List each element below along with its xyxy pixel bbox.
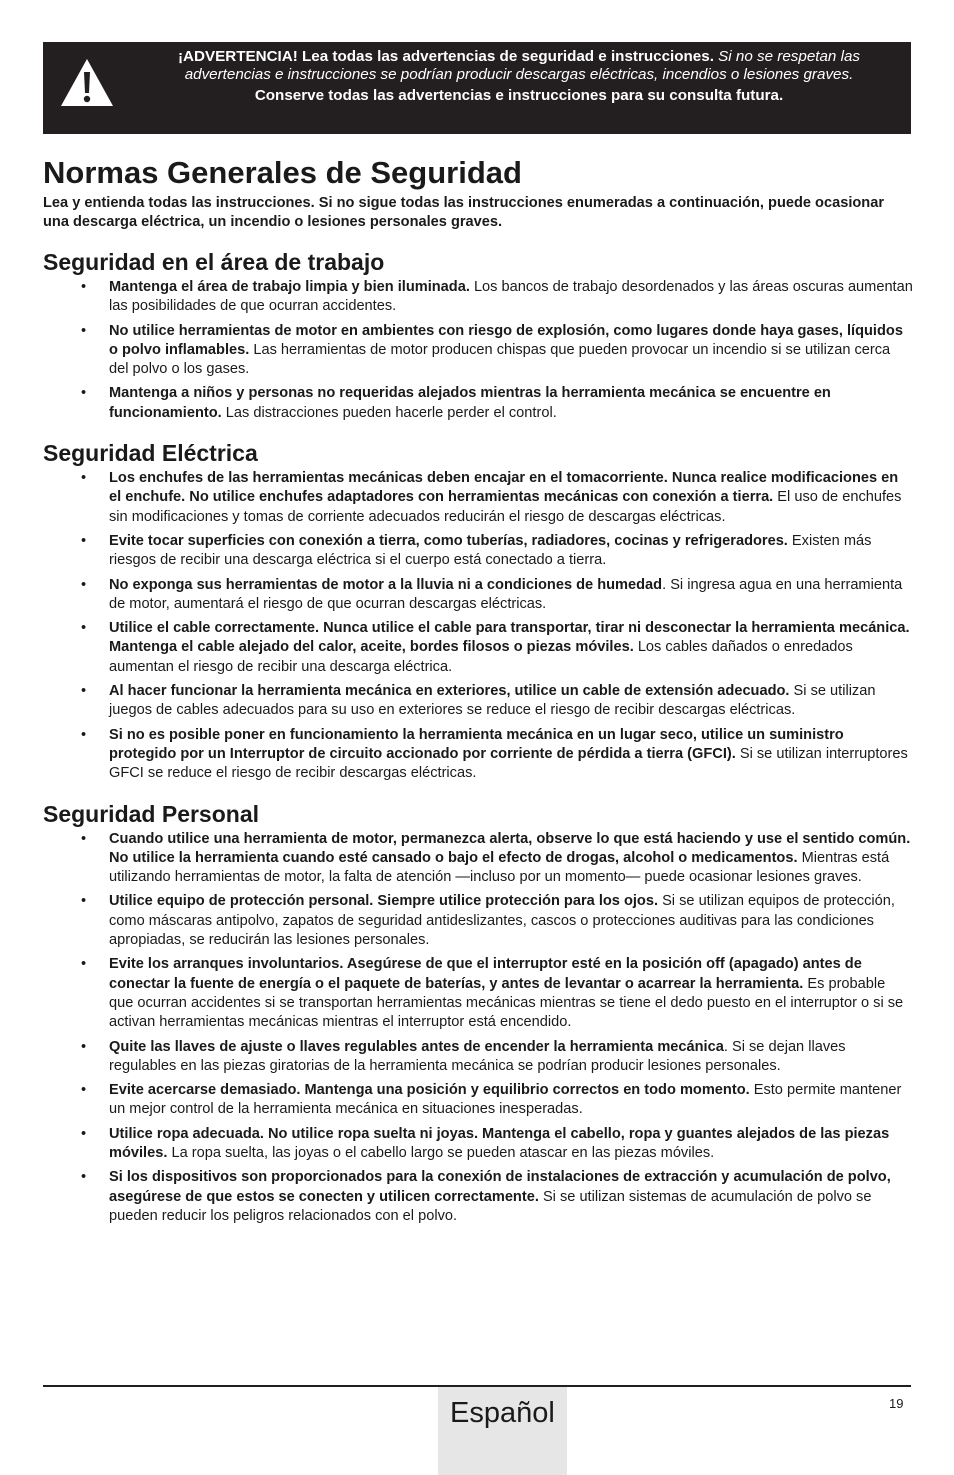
list-item: [43, 955, 913, 1032]
item-lead-text: Si los dispositivos son proporcionados para la conexión de instalaciones de extracción y acumulación de polvo, asegúrese de que estos se conecten y utilicen correctamente.: [109, 1169, 891, 1205]
page-title: Normas Generales de Seguridad: [43, 155, 522, 190]
bullet-marker: •: [81, 1038, 87, 1055]
bullet-marker: •: [81, 532, 87, 549]
item-body-text: Si se utilizan sistemas de acumulación de polvo se pueden reducir los peligros relacionados con el polvo.: [109, 1188, 872, 1224]
item-body-text: Si se utilizan equipos de protección, como máscaras antipolvo, zapatos de seguridad antideslizantes, cascos o protecciones auditivas para las condiciones apropiadas, se reducirán las lesiones personales.: [109, 893, 895, 949]
item-body-text: El uso de enchufes sin modificaciones y tomas de corriente adecuados reducirán el riesgo de descargas eléctricas.: [109, 489, 902, 525]
item-lead-text: Evite acercarse demasiado. Mantenga una posición y equilibrio correctos en todo momento.: [109, 1082, 750, 1099]
list-item: [43, 1125, 913, 1164]
item-lead-text: Si no es posible poner en funcionamiento la herramienta mecánica en un lugar seco, utilice un suministro protegido por un Interruptor de circuito accionado por corriente de pérdida a tierra (GFCI).: [109, 726, 844, 762]
list-item: [43, 726, 913, 784]
section-heading: Seguridad Personal: [43, 800, 260, 827]
list-item: [43, 1081, 913, 1120]
list-item: [43, 892, 913, 950]
item-lead-text: Al hacer funcionar la herramienta mecánica en exteriores, utilice un cable de extensión adecuado.: [109, 683, 790, 700]
warning-bold-text: ¡ADVERTENCIA! Lea todas las advertencias de seguridad e instrucciones.: [177, 48, 714, 65]
item-body-text: Es probable que ocurran accidentes si se transportan herramientas mecánicas mientras se tiene el dedo puesto en el interruptor o si se activan herramientas mecánicas mientras el interruptor está encendido.: [109, 975, 904, 1031]
item-lead-text: Evite tocar superficies con conexión a tierra, como tuberías, radiadores, cocinas y refrigeradores.: [109, 532, 788, 549]
warning-text: [143, 48, 895, 105]
exclamation-triangle-icon: [59, 57, 115, 109]
intro-paragraph: Lea y entienda todas las instrucciones. Si no sigue todas las instrucciones enumeradas a continuación, puede ocasionar una descarga eléctrica, un incendio o lesiones personales graves.: [43, 195, 885, 230]
item-body-text: Esto permite mantener un mejor control de la herramienta mecánica en situaciones inesperadas.: [109, 1082, 902, 1118]
warning-banner: [43, 42, 911, 134]
item-body-text: Si se utilizan interruptores GFCI se reduce el riesgo de recibir descargas eléctricas.: [109, 745, 908, 782]
item-lead-text: Utilice el cable correctamente. Nunca utilice el cable para transportar, tirar ni desconectar la herramienta mecánica. Mantenga el cable alejado del calor, aceite, bordes filosos o piezas móviles.: [109, 620, 910, 656]
list-item: [43, 1168, 913, 1226]
list-item: [43, 384, 913, 423]
item-body-text: Mientras está utilizando herramientas de motor, la falta de atención —incluso por un momento— puede ocasionar lesiones graves.: [109, 849, 890, 886]
item-lead-text: Evite los arranques involuntarios. Asegúrese de que el interruptor esté en la posición off (apagado) antes de conectar la fuente de energía o el paquete de baterías, y antes de levantar o acarrear la herramienta.: [109, 956, 862, 992]
item-body-text: Las herramientas de motor producen chispas que pueden provocar un incendio si se utilizan cerca del polvo o los gases.: [109, 341, 891, 378]
list-item: [43, 322, 913, 380]
item-body-text: Los bancos de trabajo desordenados y las áreas oscuras aumentan las posibilidades de que ocurran accidentes.: [109, 279, 913, 315]
item-body-text: . Si ingresa agua en una herramienta de motor, aumentará el riesgo de que ocurran descargas eléctricas.: [109, 576, 903, 612]
bullet-marker: •: [81, 1082, 87, 1099]
document-body: [43, 154, 913, 1231]
list-item: [43, 682, 913, 721]
bullet-marker: •: [81, 470, 87, 487]
item-lead-text: No utilice herramientas de motor en ambientes con riesgo de explosión, como lugares donde haya gases, líquidos o polvo inflamables.: [109, 322, 903, 358]
language-tab: [438, 1387, 567, 1475]
bullet-marker: •: [81, 726, 87, 743]
item-lead-text: Utilice equipo de protección personal. Siempre utilice protección para los ojos.: [109, 893, 659, 910]
item-body-text: Los cables dañados o enredados aumentan el riesgo de recibir una descarga eléctrica.: [109, 639, 853, 675]
item-body-text: . Si se dejan llaves regulables en las piezas giratorias de la herramienta mecánica se podrían producir lesiones personales.: [109, 1038, 846, 1074]
section-list: [43, 830, 913, 1227]
bullet-marker: •: [81, 1125, 87, 1142]
bullet-marker: •: [81, 893, 87, 910]
sections-container: [43, 248, 913, 1226]
item-lead-text: Cuando utilice una herramienta de motor, permanezca alerta, observe lo que está haciendo y use el sentido común. No utilice la herramienta cuando esté cansado o bajo el efecto de drogas, alcohol o medicamentos.: [109, 830, 911, 866]
list-item: [43, 278, 913, 317]
item-lead-text: Los enchufes de las herramientas mecánicas deben encajar en el tomacorriente. Nunca realice modificaciones en el enchufe. No utilice enchufes adaptadores con herramientas mecánicas con conexión a tierra.: [109, 470, 899, 506]
page-number: 19: [889, 1396, 904, 1411]
item-lead-text: Mantenga a niños y personas no requeridas alejados mientras la herramienta mecánica se encuentre en funcionamiento.: [109, 385, 831, 421]
list-item: [43, 576, 913, 615]
item-lead-text: Quite las llaves de ajuste o llaves regulables antes de encender la herramienta mecánica: [109, 1038, 724, 1055]
item-body-text: Si se utilizan juegos de cables adecuados para su uso en exteriores se reduce el riesgo de recibir descargas eléctricas.: [109, 683, 876, 719]
list-item: [43, 532, 913, 571]
section-list: [43, 469, 913, 783]
bullet-marker: •: [81, 576, 87, 593]
language-label: Español: [450, 1397, 555, 1429]
bullet-marker: •: [81, 322, 87, 339]
item-lead-text: Mantenga el área de trabajo limpia y bien iluminada.: [109, 279, 470, 295]
bullet-marker: •: [81, 279, 87, 295]
section-list: [43, 278, 913, 423]
warning-italic-text: Si no se respetan las advertencias e instrucciones se podrían producir descargas eléctricas, incendios o lesiones graves.: [184, 48, 861, 83]
warning-keep-text: Conserve todas las advertencias e instrucciones para su consulta futura.: [254, 87, 784, 104]
bullet-marker: •: [81, 620, 87, 637]
list-item: [43, 619, 913, 677]
bullet-marker: •: [81, 956, 87, 973]
item-lead-text: No exponga sus herramientas de motor a la lluvia ni a condiciones de humedad: [109, 576, 663, 593]
section-heading: Seguridad en el área de trabajo: [43, 249, 385, 275]
list-item: [43, 1038, 913, 1077]
bullet-marker: •: [81, 683, 87, 700]
item-body-text: Las distracciones pueden hacerle perder el control.: [221, 404, 557, 421]
bullet-marker: •: [81, 830, 87, 847]
bullet-marker: •: [81, 385, 87, 402]
item-body-text: La ropa suelta, las joyas o el cabello largo se pueden atascar en las piezas móviles.: [167, 1144, 715, 1161]
bullet-marker: •: [81, 1169, 87, 1186]
item-lead-text: Utilice ropa adecuada. No utilice ropa suelta ni joyas. Mantenga el cabello, ropa y guantes alejados de las piezas móviles.: [109, 1125, 890, 1161]
list-item: [43, 469, 913, 527]
list-item: [43, 830, 913, 888]
item-body-text: Existen más riesgos de recibir una descarga eléctrica si el cuerpo está conectado a tierra.: [109, 532, 872, 569]
section-heading: Seguridad Eléctrica: [43, 440, 258, 467]
